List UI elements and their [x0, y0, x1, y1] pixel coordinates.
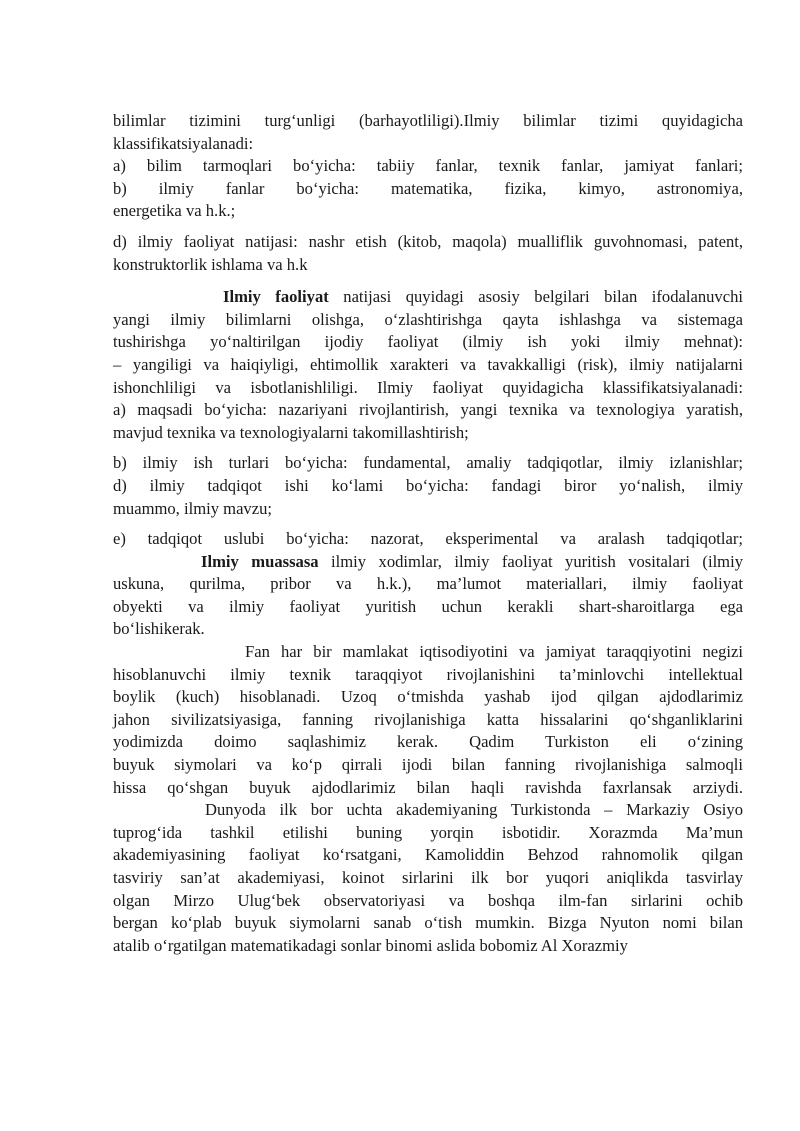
- text-fragment: natijasi quyidagi asosiy belgilari bilan ifodalanuvchi: [328, 287, 743, 307]
- paragraph-knowledge-classification: [113, 110, 743, 223]
- text-line: d) ilmiy tadqiqot ishi ko‘lami bo‘yicha: fandagi biror yo‘nalish, ilmiy: [113, 475, 743, 495]
- text-line: Fan har bir mamlakat iqtisodiyotini va jamiyat taraqqiyotini negizi: [245, 642, 743, 662]
- text-line: a) maqsadi bo‘yicha: nazariyani rivojlantirish, yangi texnika va texnologiya yaratish,: [113, 400, 743, 420]
- text-line: buyuk siymolari va ko‘p qirrali ijodi bilan fanning rivojlanishiga salmoqli: [113, 755, 743, 775]
- text-line: muammo, ilmiy mavzu;: [113, 498, 273, 518]
- paragraph-scientific-activity: [113, 286, 743, 444]
- paragraph-work-types: [113, 452, 743, 520]
- text-line: b) ilmiy ish turlari bo‘yicha: fundamental, amaliy tadqiqotlar, ilmiy izlanishlar;: [113, 453, 743, 473]
- term-scientific-institution: Ilmiy muassasa: [201, 551, 319, 571]
- text-line: [113, 551, 743, 574]
- paragraph-science-heritage: [113, 641, 743, 799]
- text-line: tushirishga yo‘naltirilgan ijodiy faoliyat (ilmiy ish yoki ilmiy mehnat):: [113, 332, 743, 352]
- text-line: obyekti va ilmiy faoliyat yuritish uchun kerakli shart-sharoitlarga ega: [113, 596, 743, 616]
- text-line: klassifikatsiyalanadi:: [113, 133, 254, 153]
- text-line: [113, 286, 743, 309]
- text-line: boylik (kuch) hisoblanadi. Uzoq o‘tmishda yashab ijod qilgan ajdodlarimiz: [113, 687, 743, 707]
- paragraph-scientific-result: [113, 231, 743, 276]
- text-line: d) ilmiy faoliyat natijasi: nashr etish (kitob, maqola) mualliflik guvohnomasi, patent,: [113, 231, 743, 251]
- text-line: b) ilmiy fanlar bo‘yicha: matematika, fizika, kimyo, astronomiya,: [113, 178, 743, 198]
- text-line: yodimizda doimo saqlashimiz kerak. Qadim Turkiston eli o‘zining: [113, 732, 743, 752]
- text-line: atalib o‘rgatilgan matematikadagi sonlar binomi aslida bobomiz Al Xorazmiy: [113, 935, 628, 955]
- text-line: tuprog‘ida tashkil etilishi buning yorqin isbotidir. Xorazmda Ma’mun: [113, 822, 743, 842]
- text-line: yangi ilmiy bilimlarni olishga, o‘zlashtirishga qayta ishlashga va sistemaga: [113, 309, 743, 329]
- text-line: uskuna, qurilma, pribor va h.k.), ma’lumot materiallari, ilmiy faoliyat: [113, 574, 743, 594]
- text-line: akademiyasining faoliyat ko‘rsatgani, Kamoliddin Behzod rahnomolik qilgan: [113, 845, 743, 865]
- paragraph-scientific-institution: [113, 528, 743, 641]
- text-line: energetika va h.k.;: [113, 201, 236, 221]
- text-line: – yangiligi va haiqiyligi, ehtimollik xarakteri va tavakkalligi (risk), ilmiy natijalarni: [113, 354, 743, 374]
- text-line: e) tadqiqot uslubi bo‘yicha: nazorat, eksperimental va aralash tadqiqotlar;: [113, 529, 743, 549]
- text-line: bilimlar tizimini turg‘unligi (barhayotliligi).Ilmiy bilimlar tizimi quyidagicha: [113, 111, 743, 130]
- text-line: olgan Mirzo Ulug‘bek observatoriyasi va boshqa ilm-fan sirlarini ochib: [113, 890, 743, 910]
- text-line: konstruktorlik ishlama va h.k: [113, 254, 308, 274]
- text-line: tasviriy san’at akademiyasi, koinot sirlarini ilk bor yuqori aniqlikda tasvirlay: [113, 868, 743, 887]
- text-fragment: ilmiy xodimlar, ilmiy faoliyat yuritish vositalari (ilmiy: [318, 551, 743, 571]
- text-line: a) bilim tarmoqlari bo‘yicha: tabiiy fanlar, texnik fanlar, jamiyat fanlari;: [113, 156, 743, 176]
- text-line: bo‘lishikerak.: [113, 619, 205, 639]
- text-line: mavjud texnika va texnologiyalarni takomillashtirish;: [113, 422, 469, 442]
- paragraph-academies: [113, 799, 743, 957]
- text-line: jahon sivilizatsiyasiga, fanning rivojlanishiga katta hissalarini qo‘shganliklarini: [113, 709, 743, 729]
- text-line: hisoblanuvchi ilmiy texnik taraqqiyot rivojlanishini ta’minlovchi intellektual: [113, 664, 743, 684]
- text-line: Dunyoda ilk bor uchta akademiyaning Turkistonda – Markaziy Osiyo: [205, 800, 743, 820]
- text-line: bergan ko‘plab buyuk siymolarni sanab o‘tish mumkin. Bizga Nyuton nomi bilan: [113, 913, 743, 933]
- text-line: hissa qo‘shgan buyuk ajdodlarimiz bilan haqli ravishda faxrlansak arziydi.: [113, 777, 743, 797]
- document-body: [113, 110, 743, 957]
- term-scientific-activity: Ilmiy faoliyat: [223, 287, 329, 307]
- text-line: ishonchliligi va isbotlanishliligi. Ilmiy faoliyat quyidagicha klassifikatsiyalanadi:: [113, 377, 743, 397]
